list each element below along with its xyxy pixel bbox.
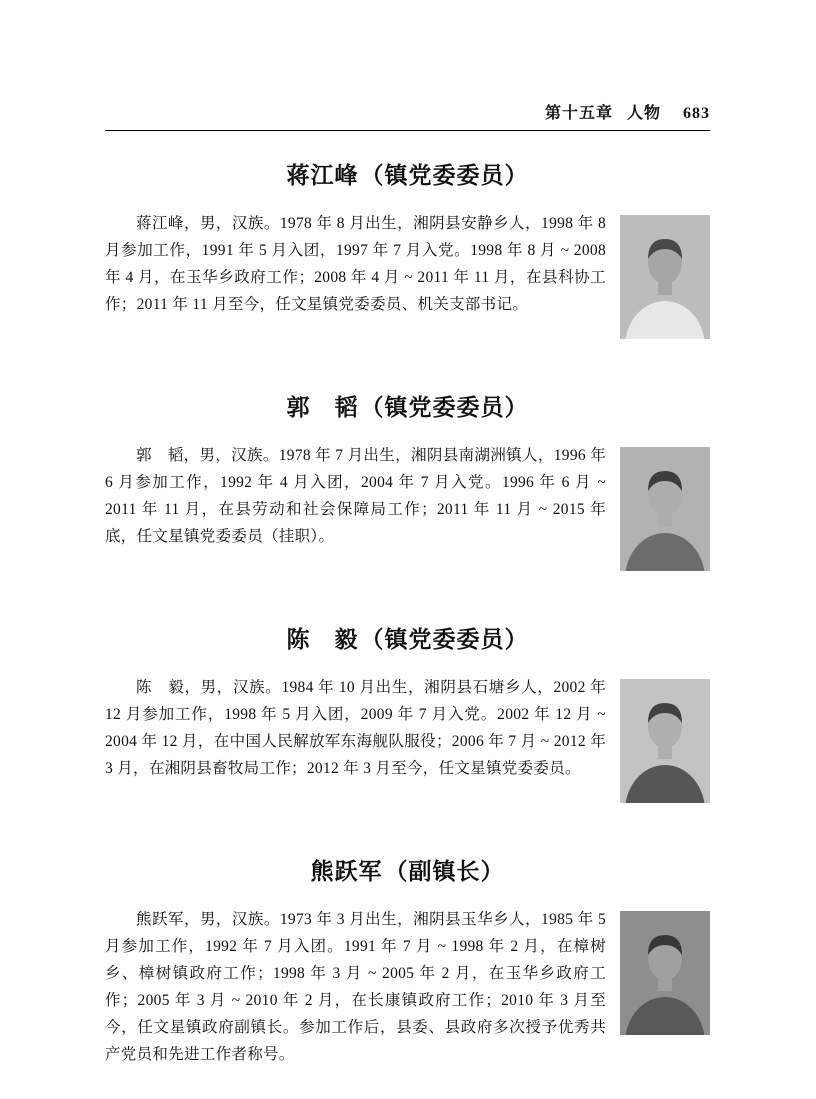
chapter-title: 第十五章 <box>544 105 613 122</box>
bio-person-name: 陈 毅 <box>286 627 359 652</box>
bio-row <box>105 906 710 1068</box>
bio-person-name: 熊跃军 <box>310 859 383 884</box>
portrait-silhouette <box>620 447 710 571</box>
chapter-section-title: 人物 <box>626 105 661 122</box>
bio-row <box>105 674 710 803</box>
portrait-photo <box>620 679 710 803</box>
running-header <box>105 100 710 130</box>
portrait-silhouette <box>620 215 710 339</box>
bio-row <box>105 442 710 571</box>
portrait-photo <box>620 447 710 571</box>
bio-person-role: （镇党委委员） <box>360 163 529 188</box>
bio-person-role: （镇党委委员） <box>360 627 529 652</box>
bio-text: 陈 毅，男，汉族。1984 年 10 月出生，湘阴县石塘乡人，2002 年 12 月参加工作，1998 年 5 月入团，2009 年 7 月入党。2002 年 12 月 ~ 2004 年 12 月，在中国人民解放军东海舰队服役；2006 年 7 月 ~ 2012 年 3 月，在湘阴县畜牧局工作；2012 年 3 月至今，任文星镇党委委员。 <box>105 679 606 777</box>
bio-section <box>105 853 710 1068</box>
bio-title <box>105 389 710 422</box>
bio-person-name: 郭 韬 <box>286 395 359 420</box>
header-rule <box>105 130 710 131</box>
portrait-silhouette <box>620 911 710 1035</box>
portrait-silhouette <box>620 679 710 803</box>
bio-section <box>105 621 710 803</box>
bio-text: 蒋江峰，男，汉族。1978 年 8 月出生，湘阴县安静乡人，1998 年 8 月参加工作，1991 年 5 月入团，1997 年 7 月入党。1998 年 8 月 ~ 2008 年 4 月，在玉华乡政府工作；2008 年 4 月 ~ 2011 年 11 月，在县科协工作；2011 年 11 月至今，任文星镇党委委员、机关支部书记。 <box>105 215 606 313</box>
bio-text: 熊跃军，男，汉族。1973 年 3 月出生，湘阴县玉华乡人，1985 年 5 月参加工作，1992 年 7 月入团。1991 年 7 月 ~ 1998 年 2 月，在樟树乡、樟树镇政府工作；1998 年 3 月 ~ 2005 年 2 月，在玉华乡政府工作；2005 年 3 月 ~ 2010 年 2 月，在长康镇政府工作；2010 年 3 月至今，任文星镇政府副镇长。参加工作后，县委、县政府多次授予优秀共产党员和先进工作者称号。 <box>105 911 606 1063</box>
bio-person-role: （镇党委委员） <box>360 395 529 420</box>
bio-title <box>105 621 710 654</box>
bio-title <box>105 157 710 190</box>
portrait-photo <box>620 215 710 339</box>
bio-person-role: （副镇长） <box>384 859 505 884</box>
bio-text: 郭 韬，男，汉族。1978 年 7 月出生，湘阴县南湖洲镇人，1996 年 6 月参加工作，1992 年 4 月入团，2004 年 7 月入党。1996 年 6 月 ~ 2011 年 11 月，在县劳动和社会保障局工作；2011 年 11 月 ~ 2015 年底，任文星镇党委委员（挂职）。 <box>105 447 606 545</box>
bio-row <box>105 210 710 339</box>
bio-section <box>105 389 710 571</box>
page-number: 683 <box>683 105 710 122</box>
bio-person-name: 蒋江峰 <box>286 163 359 188</box>
portrait-photo <box>620 911 710 1035</box>
bio-title <box>105 853 710 886</box>
bio-section <box>105 157 710 339</box>
